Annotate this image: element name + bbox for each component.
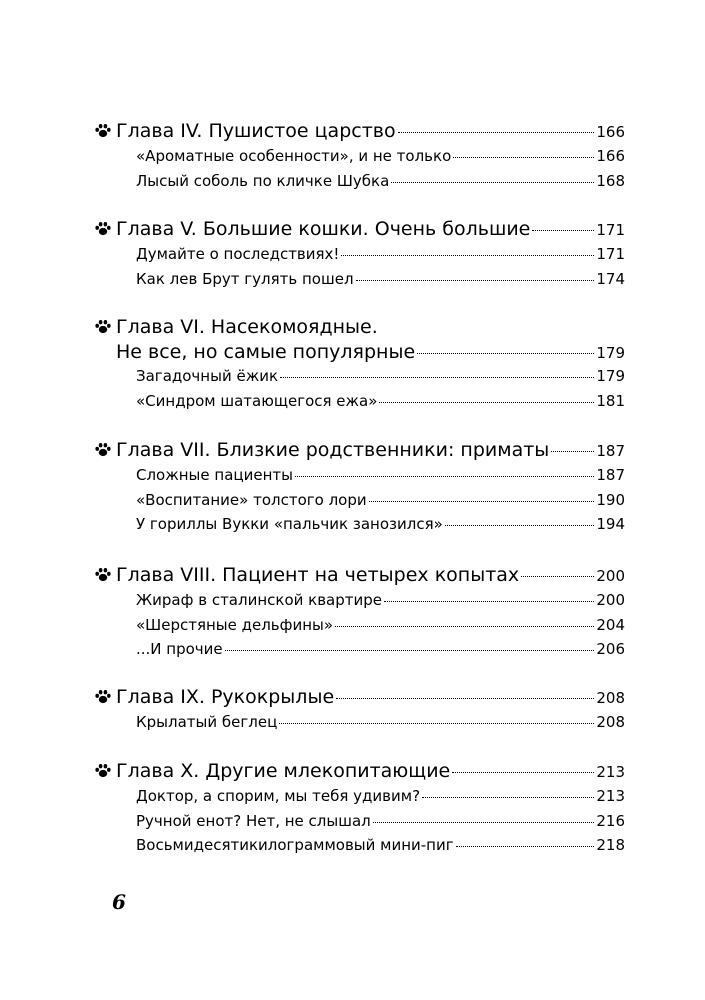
dot-leader — [391, 182, 594, 183]
section-page: 166 — [596, 147, 625, 165]
chapter-title: Глава IX. Рукокрылые — [116, 686, 335, 708]
dot-leader — [417, 353, 594, 354]
dot-leader — [456, 846, 595, 847]
chapter-title-continued: Не все, но самые популярные — [116, 341, 416, 363]
paw-print-icon — [95, 123, 111, 138]
chapter-row-continued — [95, 340, 625, 364]
section-title: Жираф в сталинской квартире — [136, 591, 382, 609]
section-title: Сложные пациенты — [136, 466, 293, 484]
dot-leader — [398, 132, 595, 133]
section-page: 171 — [596, 245, 625, 263]
chapter-row — [95, 562, 625, 588]
chapter-title: Глава VI. Насекомоядные. — [116, 316, 378, 338]
chapter-7 — [95, 437, 625, 537]
section-row — [95, 144, 625, 169]
dot-leader — [356, 280, 595, 281]
chapter-row — [95, 314, 625, 340]
chapter-5 — [95, 216, 625, 291]
section-row — [95, 364, 625, 389]
section-page: 218 — [596, 836, 625, 854]
section-row — [95, 169, 625, 194]
section-page: 216 — [596, 811, 625, 830]
chapter-row — [95, 758, 625, 784]
dot-leader — [445, 525, 595, 526]
page-number: 6 — [112, 890, 126, 914]
section-title: «Воспитание» толстого лори — [136, 490, 367, 509]
chapter-page: 208 — [596, 689, 625, 707]
section-row — [95, 809, 625, 834]
dot-leader — [225, 650, 595, 651]
section-row — [95, 267, 625, 292]
section-row — [95, 613, 625, 638]
section-title: «Шерстяные дельфины» — [136, 615, 334, 634]
section-row — [95, 389, 625, 414]
chapter-title: Глава X. Другие млекопитающие — [116, 760, 451, 782]
section-row — [95, 833, 625, 858]
dot-leader — [369, 501, 595, 502]
section-title: Крылатый беглец — [136, 713, 278, 731]
dot-leader — [336, 698, 594, 699]
chapter-row — [95, 684, 625, 710]
dot-leader — [280, 377, 594, 378]
dot-leader — [379, 402, 594, 403]
chapter-page: 171 — [596, 221, 625, 239]
section-title: Загадочный ёжик — [136, 367, 279, 385]
section-title: «Синдром шатающегося ежа» — [136, 391, 378, 410]
section-title: Доктор, а спорим, мы тебя удивим? — [136, 787, 421, 805]
chapter-title: Глава V. Большие кошки. Очень большие — [116, 218, 531, 240]
chapter-page: 213 — [596, 763, 625, 781]
chapter-page: 187 — [596, 442, 625, 460]
section-title: Лысый соболь по кличке Шубка — [136, 171, 390, 190]
chapter-4 — [95, 118, 625, 193]
section-title: ...И прочие — [136, 640, 223, 658]
paw-print-icon — [95, 442, 111, 457]
section-title: Думайте о последствиях! — [136, 245, 340, 263]
chapter-page: 166 — [596, 123, 625, 141]
section-row — [95, 242, 625, 267]
section-row — [95, 637, 625, 662]
section-page: 174 — [596, 269, 625, 288]
paw-print-icon — [95, 319, 111, 334]
section-page: 213 — [596, 787, 625, 805]
section-title: Как лев Брут гулять пошел — [136, 269, 354, 288]
section-title: Ручной енот? Нет, не слышал — [136, 811, 371, 830]
dot-leader — [341, 255, 594, 256]
dot-leader — [422, 797, 594, 798]
section-page: 200 — [596, 591, 625, 609]
chapter-8 — [95, 562, 625, 662]
section-row — [95, 784, 625, 809]
section-page: 208 — [596, 713, 625, 731]
dot-leader — [335, 626, 594, 627]
paw-print-icon — [95, 689, 111, 704]
chapter-title: Глава IV. Пушистое царство — [116, 120, 396, 142]
dot-leader — [279, 723, 594, 724]
dot-leader — [295, 476, 594, 477]
section-title: Восьмидесятикилограммовый мини-пиг — [136, 836, 454, 854]
chapter-6 — [95, 314, 625, 413]
chapter-row — [95, 118, 625, 144]
dot-leader — [521, 576, 594, 577]
chapter-10 — [95, 758, 625, 858]
section-page: 179 — [596, 367, 625, 385]
paw-print-icon — [95, 567, 111, 582]
dot-leader — [384, 601, 594, 602]
section-page: 190 — [596, 490, 625, 509]
section-row — [95, 588, 625, 613]
paw-print-icon — [95, 763, 111, 778]
dot-leader — [551, 451, 594, 452]
dot-leader — [452, 772, 594, 773]
section-row — [95, 512, 625, 537]
section-title: У гориллы Вукки «пальчик занозился» — [136, 515, 443, 533]
section-title: «Ароматные особенности», и не только — [136, 147, 452, 165]
section-row — [95, 463, 625, 488]
chapter-9 — [95, 684, 625, 735]
dot-leader — [453, 157, 594, 158]
chapter-title: Глава VIII. Пациент на четырех копытах — [116, 564, 520, 586]
section-row — [95, 710, 625, 735]
chapter-row — [95, 437, 625, 463]
dot-leader — [373, 822, 595, 823]
section-page: 187 — [596, 466, 625, 484]
section-page: 206 — [596, 640, 625, 658]
chapter-row — [95, 216, 625, 242]
paw-print-icon — [95, 221, 111, 236]
section-page: 194 — [596, 515, 625, 533]
chapter-page: 200 — [596, 567, 625, 585]
dot-leader — [532, 230, 594, 231]
chapter-page: 179 — [596, 344, 625, 362]
section-row — [95, 488, 625, 513]
chapter-title: Глава VII. Близкие родственники: приматы — [116, 439, 550, 461]
section-page: 204 — [596, 615, 625, 634]
section-page: 181 — [596, 391, 625, 410]
section-page: 168 — [596, 171, 625, 190]
